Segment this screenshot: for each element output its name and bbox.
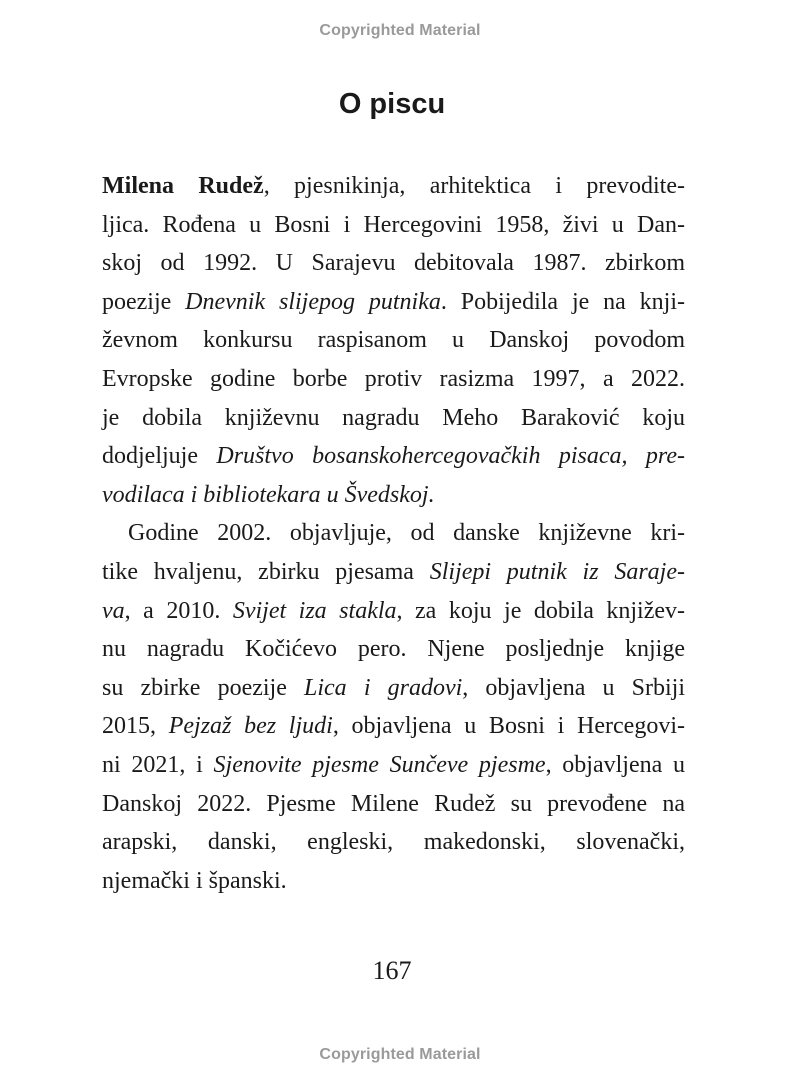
text-line [102,823,685,862]
text-line [102,630,685,669]
text-line [102,553,685,592]
text-line [102,707,685,746]
text-line [102,399,685,438]
book-title: Lica i gradovi [304,674,463,701]
text-line [102,244,685,283]
text-line [102,360,685,399]
copyright-watermark-bottom: Copyrighted Material [319,1046,481,1063]
text-segment: ževnom konkursu raspisanom u Danskoj povodom [102,327,685,354]
book-title: Pejzaž bez ljudi [168,713,333,740]
text-segment: nu nagradu Kočićevo pero. Njene posljednje knjige [102,636,685,663]
book-title: Društvo bosanskohercegovačkih pisaca, pre- [216,443,685,470]
text-segment: , objavljena u [545,751,685,778]
text-line [102,206,685,245]
text-segment: Godine 2002. objavljuje, od danske književne kri- [128,520,685,547]
text-segment: , objavljena u Bosni i Hercegovi- [332,713,685,740]
text-line [102,785,685,824]
text-segment: tike hvaljenu, zbirku pjesama [102,558,430,585]
text-segment: su zbirke poezije [102,674,305,701]
text-segment: skoj od 1992. U Sarajevu debitovala 1987. zbirkom [102,250,685,277]
book-title: vodilaca i bibliotekara u Švedskoj. [102,481,435,508]
text-segment: je dobila književnu nagradu Meho Baraković koju [102,404,685,431]
text-segment: Evropske godine borbe protiv rasizma 1997, a 2022. [102,365,685,392]
bio-paragraph-1 [102,167,685,514]
author-bio [102,167,685,900]
book-title: va [102,597,125,624]
book-title: Svijet iza stakla [232,597,397,624]
text-segment: dodjeljuje [102,443,217,470]
text-segment: , pjesnikinja, arhitektica i prevodite- [263,173,685,199]
text-line [102,669,685,708]
text-segment: , objavljena u Srbiji [462,674,685,701]
text-line [102,592,685,631]
text-line [102,514,685,553]
book-title: Sjenovite pjesme Sunčeve pjesme [213,751,546,778]
text-line [102,746,685,785]
text-segment: . Pobijedila je na knji- [440,288,685,315]
book-title: Dnevnik slijepog putnika [185,288,441,315]
text-line [102,476,685,515]
text-line [102,862,685,901]
text-line [102,321,685,360]
book-title: Slijepi putnik iz Saraje- [429,558,685,585]
page-number: 167 [372,956,412,985]
text-line [102,167,685,206]
page-title: O piscu [338,88,446,120]
text-segment: 2015, [102,713,169,740]
text-segment: , za koju je dobila književ- [396,597,685,624]
text-segment: Danskoj 2022. Pjesme Milene Rudež su prevođene na [102,790,685,817]
copyright-watermark-top: Copyrighted Material [319,22,481,39]
text-segment: njemački i španski. [102,867,287,894]
text-segment: ni 2021, i [102,751,214,778]
text-line [102,283,685,322]
text-segment: poezije [102,288,186,315]
text-segment: ljica. Rođena u Bosni i Hercegovini 1958, živi u Dan- [102,211,685,238]
text-segment: arapski, danski, engleski, makedonski, slovenački, [102,829,685,856]
author-name: Milena Rudež [102,173,264,199]
text-segment: , a 2010. [124,597,233,624]
text-line [102,437,685,476]
bio-paragraph-2 [102,514,685,900]
